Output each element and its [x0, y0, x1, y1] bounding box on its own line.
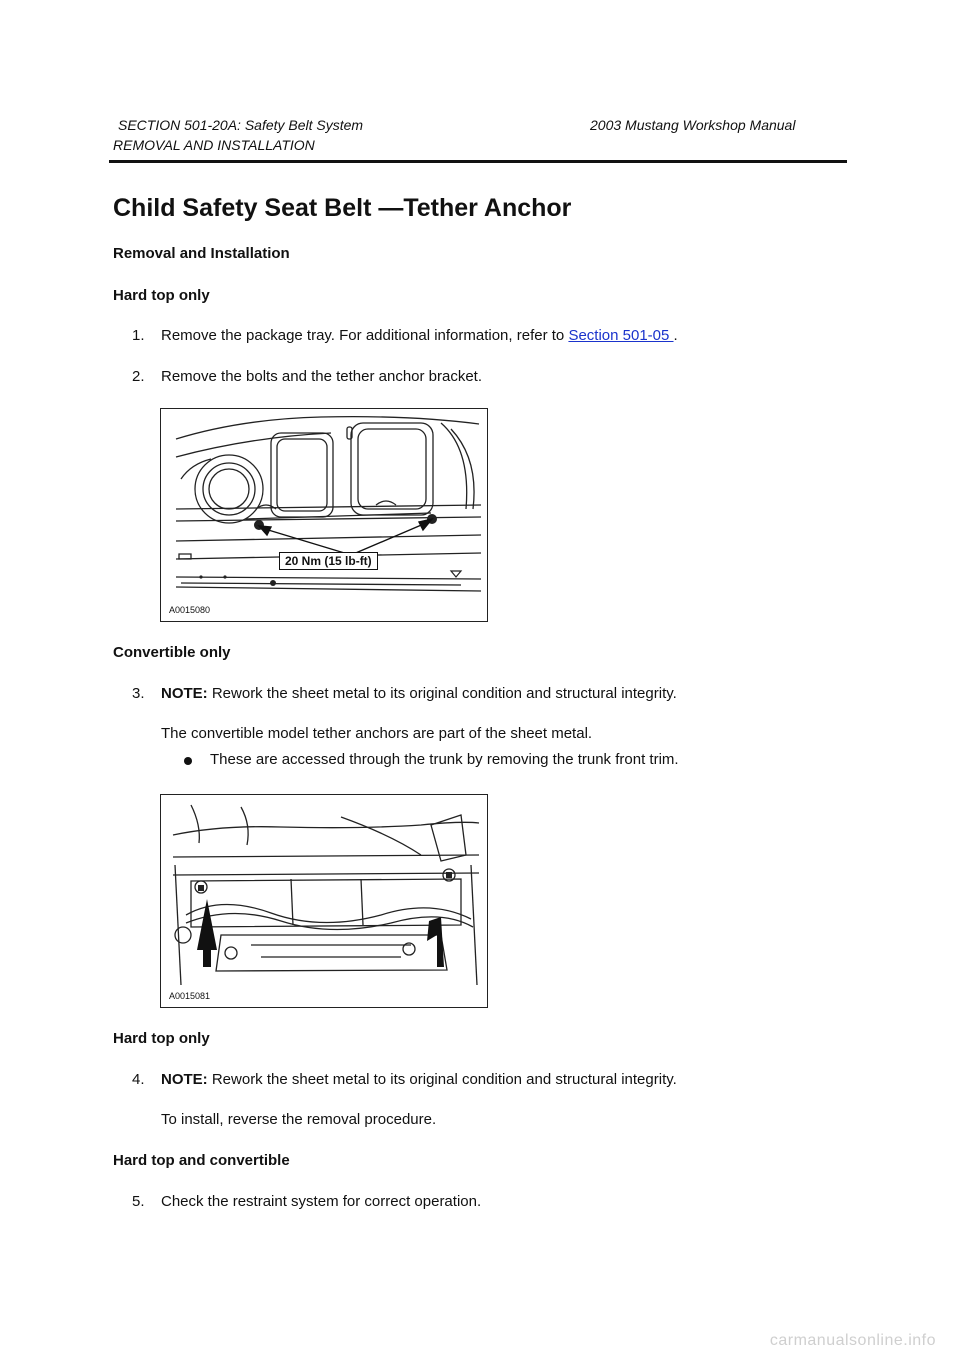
- header-section: SECTION 501-20A: Safety Belt System: [118, 117, 364, 133]
- watermark: carmanualsonline.info: [769, 1332, 936, 1349]
- step-4-number: 4.: [132, 1071, 145, 1088]
- step-4-note-label: NOTE:: [161, 1071, 208, 1088]
- step-3-note: [161, 685, 677, 702]
- figure-2-label: A0015081: [169, 991, 211, 1001]
- section-501-05-link[interactable]: Section 501-05: [568, 327, 674, 344]
- step-1: [161, 327, 678, 344]
- step-3-bullet: These are accessed through the trunk by removing the trunk front trim.: [210, 751, 679, 768]
- step-2-number: 2.: [132, 368, 145, 385]
- subhead-hardtop-1: Hard top only: [113, 287, 210, 304]
- step-1-period: .: [673, 327, 678, 344]
- step-2-text: Remove the bolts and the tether anchor bracket.: [161, 368, 483, 385]
- page-title: Child Safety Seat Belt —Tether Anchor: [113, 194, 572, 222]
- header-rule: [109, 160, 847, 163]
- subhead-removal: Removal and Installation: [113, 245, 290, 262]
- step-5-number: 5.: [132, 1193, 145, 1210]
- step-5-text: Check the restraint system for correct operation.: [161, 1193, 482, 1210]
- step-1-text: Remove the package tray. For additional information, refer to: [161, 327, 569, 344]
- figure-1-label: A0015080: [169, 605, 211, 615]
- step-3-number: 3.: [132, 685, 145, 702]
- torque-callout: 20 Nm (15 lb-ft): [279, 552, 378, 570]
- figure-tether-bracket: [160, 408, 488, 622]
- header-manual: 2003 Mustang Workshop Manual: [590, 117, 796, 133]
- step-4-note: [161, 1071, 677, 1088]
- convertible-anchors-illustration: [161, 795, 487, 1007]
- tether-bracket-illustration: [161, 409, 487, 621]
- subhead-hardtop-2: Hard top only: [113, 1030, 210, 1047]
- header-subtitle: REMOVAL AND INSTALLATION: [113, 137, 315, 153]
- step-3-note-text: Rework the sheet metal to its original condition and structural integrity.: [207, 685, 677, 702]
- step-3-note-label: NOTE:: [161, 685, 208, 702]
- step-4-text: To install, reverse the removal procedure.: [161, 1111, 437, 1128]
- step-4-note-text: Rework the sheet metal to its original condition and structural integrity.: [207, 1071, 677, 1088]
- step-1-number: 1.: [132, 327, 145, 344]
- subhead-both: Hard top and convertible: [113, 1152, 290, 1169]
- step-3-text: The convertible model tether anchors are part of the sheet metal.: [161, 725, 593, 742]
- subhead-convertible: Convertible only: [113, 644, 231, 661]
- bullet-dot: [184, 757, 192, 765]
- figure-convertible-anchors: [160, 794, 488, 1008]
